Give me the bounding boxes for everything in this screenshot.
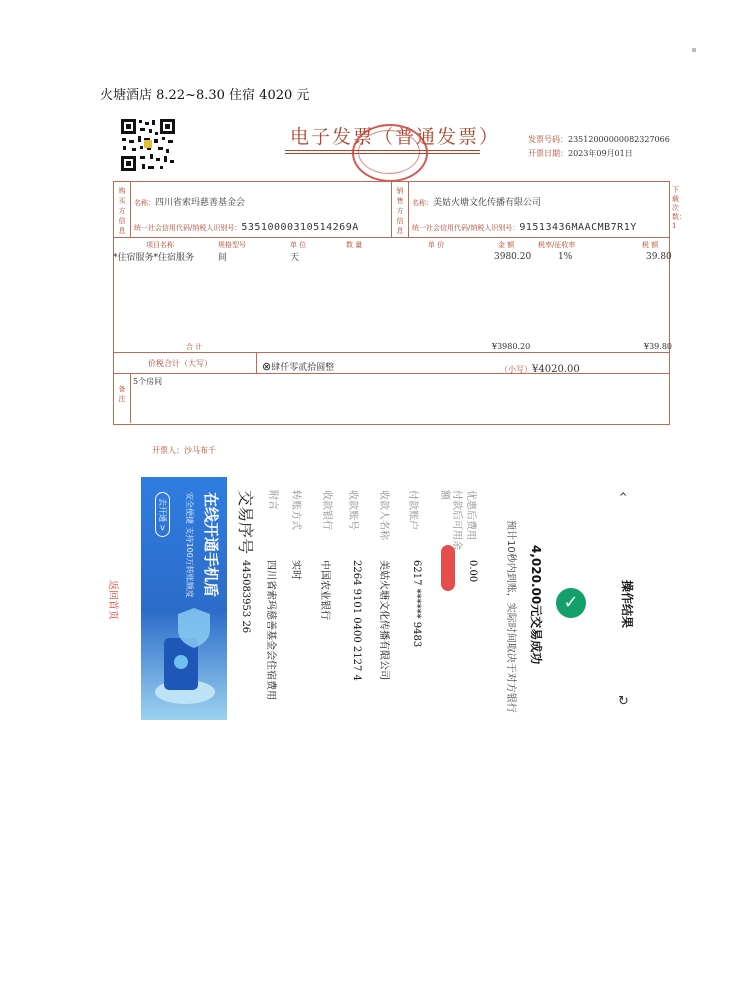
sum-words: ⊗肆仟零贰拾圆整 [262, 360, 335, 373]
drawer-row: 开票人：沙马布千 [152, 446, 216, 455]
total-label: 合 计 [186, 343, 203, 351]
receipt-row-label: 收款账号 [347, 490, 358, 530]
buyer-name-row: 名称：四川省索玛慈善基金会 [134, 198, 246, 208]
receipt-row-label: 付款后可用余额 [439, 490, 462, 550]
item-amount: 3980.20 [494, 252, 532, 262]
buyer-id-row: 统一社会信用代码/纳税人识别号：53510000310514269A [134, 222, 359, 233]
col-header-amount: 金 额 [498, 241, 515, 249]
invoice-title: 电子发票（普通发票） [290, 126, 501, 148]
divider [113, 373, 669, 374]
buyer-side-label: 购买方信息 [118, 187, 126, 235]
col-header-price: 单 价 [428, 241, 445, 249]
phone-shield-icon [150, 600, 220, 710]
success-amount: 4,020.00元交易成功 [529, 545, 543, 665]
receipt-row-value: 中国农业银行 [319, 560, 330, 620]
cross-circle-icon: ⊗ [262, 360, 272, 373]
receipt-title: 操作结果 [620, 580, 634, 629]
item-rate: 1% [558, 252, 573, 262]
receipt-row-label: 转账方式 [290, 490, 301, 530]
download-count: 下载次数：1 [672, 186, 686, 230]
invoice-date: 开票日期：2023年09月01日 [528, 149, 633, 158]
divider [391, 181, 392, 237]
seller-id-row: 统一社会信用代码/纳税人识别号：91513436MAACMB7R1Y [412, 222, 637, 233]
seller-side-label: 销售方信息 [396, 187, 404, 235]
remark-text: 5个房间 [133, 377, 163, 386]
col-header-spec: 规格型号 [218, 241, 246, 249]
scan-mark [692, 48, 696, 52]
item-name: *住宿服务*住宿服务 [113, 253, 195, 263]
handwritten-note: 火塘酒店 8.22~8.30 住宿 4020 元 [100, 88, 310, 103]
seller-name-row: 名称：美姑火塘文化传播有限公司 [412, 198, 542, 208]
total-amount: ¥3980.20 [492, 342, 531, 351]
receipt-row-label: 付款账户 [407, 490, 418, 530]
sum-label: 价税合计（大写） [148, 359, 212, 368]
receipt-row-value: 2264 9101 0400 2127 4 [351, 560, 362, 681]
total-tax: ¥39.80 [644, 342, 672, 351]
back-arrow-icon[interactable]: ‹ [614, 491, 631, 497]
banner-open-button[interactable]: 去开通 > [155, 492, 170, 537]
success-check-icon: ✓ [556, 588, 586, 618]
divider [130, 373, 131, 423]
col-header-tax: 税 额 [642, 241, 659, 249]
refresh-icon[interactable]: ↻ [618, 694, 629, 709]
receipt-row-value: 四川省索玛慈善基金会住宿费用 [265, 560, 276, 700]
redaction-mark [441, 545, 455, 591]
divider [130, 181, 131, 237]
tax-seal-inner [358, 130, 420, 174]
receipt-row-label: 交易序号 [236, 490, 255, 555]
col-header-name: 项目名称 [146, 241, 174, 249]
receipt-row-label: 收款人名称 [378, 490, 389, 540]
receipt-row-value: 0.00 [467, 560, 478, 583]
col-header-rate: 税率/征收率 [538, 241, 576, 249]
receipt-row-value: 6217 ****** 9483 [411, 560, 422, 648]
divider [256, 352, 257, 373]
col-header-unit: 单 位 [290, 241, 307, 249]
receipt-row-value: 实时 [290, 560, 301, 580]
receipt-row-label: 优惠后费用 [465, 490, 476, 540]
receipt-row-value: 445083953 26 [240, 560, 251, 634]
invoice-number: 发票号码：23512000000082327066 [528, 135, 670, 144]
banner-title: 在线开通手机盾 [202, 492, 220, 598]
divider [113, 352, 669, 353]
remark-side-label: 备注 [118, 385, 126, 403]
item-tax: 39.80 [646, 252, 672, 262]
divider [408, 181, 409, 237]
receipt-row-label: 收款银行 [321, 490, 332, 530]
sum-small: （小写）¥4020.00 [500, 364, 580, 375]
receipt-row-label: 附言 [267, 490, 278, 510]
back-home-link[interactable]: 返回首页 [107, 580, 118, 620]
banner-subtitle: 安全便捷 支持100万转账额度 [185, 492, 194, 598]
divider [113, 237, 669, 238]
receipt-row-value: 美姑火塘文化传播有限公司 [378, 560, 389, 680]
item-unit: 天 [290, 253, 300, 263]
col-header-qty: 数 量 [346, 241, 363, 249]
item-spec: 间 [218, 253, 228, 263]
arrival-note: 预计10秒内到账，实际时间取决于对方银行 [505, 520, 516, 713]
qr-code-icon [120, 118, 176, 172]
